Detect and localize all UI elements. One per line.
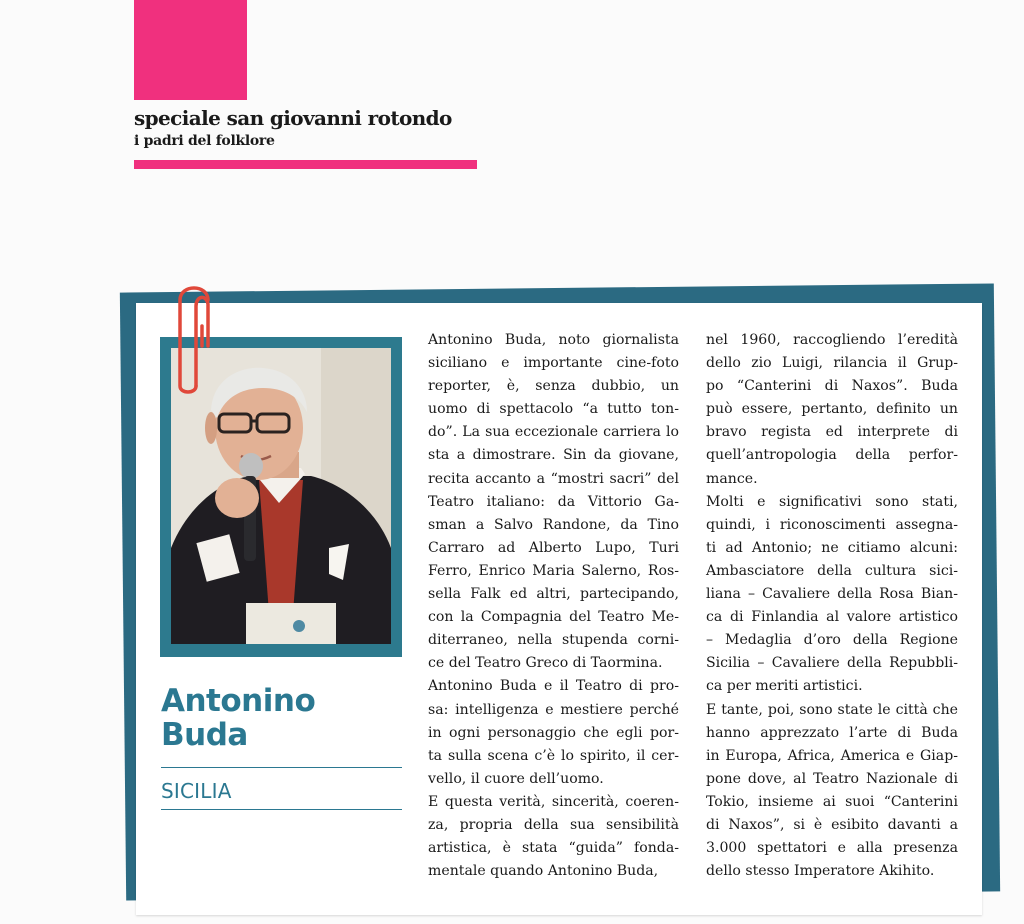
article-line: Antonino Buda e il Teatro di pro-	[428, 678, 679, 695]
article-line: mentale quando Antonino Buda,	[428, 863, 659, 880]
section-subtitle: i padri del folklore	[134, 133, 275, 149]
article-line: Sicilia – Cavaliere della Repubbli-	[706, 655, 958, 672]
article-line: recita accanto a “mostri sacri” del	[428, 470, 679, 487]
article-line: ca di Finlandia al valore artistico	[706, 609, 958, 626]
article-line: 3.000 spettatori e alla presenza	[706, 840, 958, 857]
article-line: quindi, i riconoscimenti assegna-	[706, 516, 958, 533]
article-line: Ferro, Enrico Maria Salerno, Ros-	[428, 562, 679, 579]
article-line: – Medaglia d’oro della Regione	[706, 632, 958, 649]
article-line: hanno apprezzato l’arte di Buda	[706, 724, 958, 741]
article-line: E questa verità, sincerità, coeren-	[428, 793, 679, 810]
article-line: dello stesso Imperatore Akihito.	[706, 863, 935, 880]
article-line: reporter, è, senza dubbio, un	[428, 378, 679, 395]
article-line: Molti e significativi sono stati,	[706, 493, 958, 510]
article-line: po “Canterini di Naxos”. Buda	[706, 378, 958, 395]
article-line: bravo regista ed interprete di	[706, 424, 958, 441]
article-line: ta sulla scena c’è lo spirito, il cer-	[428, 747, 679, 764]
name-divider-top	[161, 767, 402, 768]
article-line: artistica, è stata “guida” fonda-	[428, 840, 679, 857]
article-line: sta a dimostrare. Sin da giovane,	[428, 447, 679, 464]
article-line: ti ad Antonio; ne citiamo alcuni:	[706, 539, 958, 556]
article-column-1	[428, 329, 679, 883]
article-line: vello, il cuore dell’uomo.	[428, 770, 604, 787]
article-line: quell’antropologia della perfor-	[706, 447, 958, 464]
article-line: ce del Teatro Greco di Taormina.	[428, 655, 663, 672]
article-line: può essere, pertanto, definito un	[706, 401, 958, 418]
article-column-2	[706, 329, 958, 883]
person-name	[161, 684, 315, 752]
article-line: E tante, poi, sono state le città che	[706, 701, 958, 718]
article-line: liana – Cavaliere della Rosa Bian-	[706, 586, 958, 603]
header-color-block	[134, 0, 247, 100]
section-title: speciale san giovanni rotondo	[134, 106, 452, 130]
person-last-name: Buda	[161, 717, 248, 753]
header-rule	[134, 160, 477, 169]
article-line: Carraro ad Alberto Lupo, Turi	[428, 539, 679, 556]
article-line: do”. La sua eccezionale carriera lo	[428, 424, 679, 441]
article-line: Teatro italiano: da Vittorio Ga-	[428, 493, 679, 510]
person-first-name: Antonino	[161, 683, 316, 719]
article-line: mance.	[706, 470, 758, 487]
article-line: sman a Salvo Randone, da Tino	[428, 516, 679, 533]
article-line: in Europa, Africa, America e Giap-	[706, 747, 958, 764]
article-line: ca per meriti artistici.	[706, 678, 863, 695]
article-line: uomo di spettacolo “a tutto ton-	[428, 401, 679, 418]
article-line: Tokio, insieme ai suoi “Canterini	[706, 793, 958, 810]
region-label: SICILIA	[161, 779, 232, 803]
article-line: con la Compagnia del Teatro Me-	[428, 609, 679, 626]
article-line: dello zio Luigi, rilancia il Grup-	[706, 355, 958, 372]
article-line: in ogni personaggio che egli por-	[428, 724, 679, 741]
article-line: sella Falk ed altri, partecipando,	[428, 586, 679, 603]
article-line: za, propria della sua sensibilità	[428, 816, 679, 833]
article-line: sa: intelligenza e mestiere perché	[428, 701, 679, 718]
article-line: di Naxos”, si è esibito davanti a	[706, 816, 958, 833]
article-line: siciliano e importante cine-foto	[428, 355, 679, 372]
article-line: Ambasciatore della cultura sici-	[706, 562, 958, 579]
article-line: nel 1960, raccogliendo l’eredità	[706, 332, 958, 348]
article-line: diterraneo, nella stupenda corni-	[428, 632, 679, 649]
article-line: pone dove, al Teatro Nazionale di	[706, 770, 958, 787]
paperclip-icon	[172, 286, 216, 396]
article-line: Antonino Buda, noto giornalista	[428, 332, 679, 348]
name-divider-bottom	[161, 809, 402, 810]
